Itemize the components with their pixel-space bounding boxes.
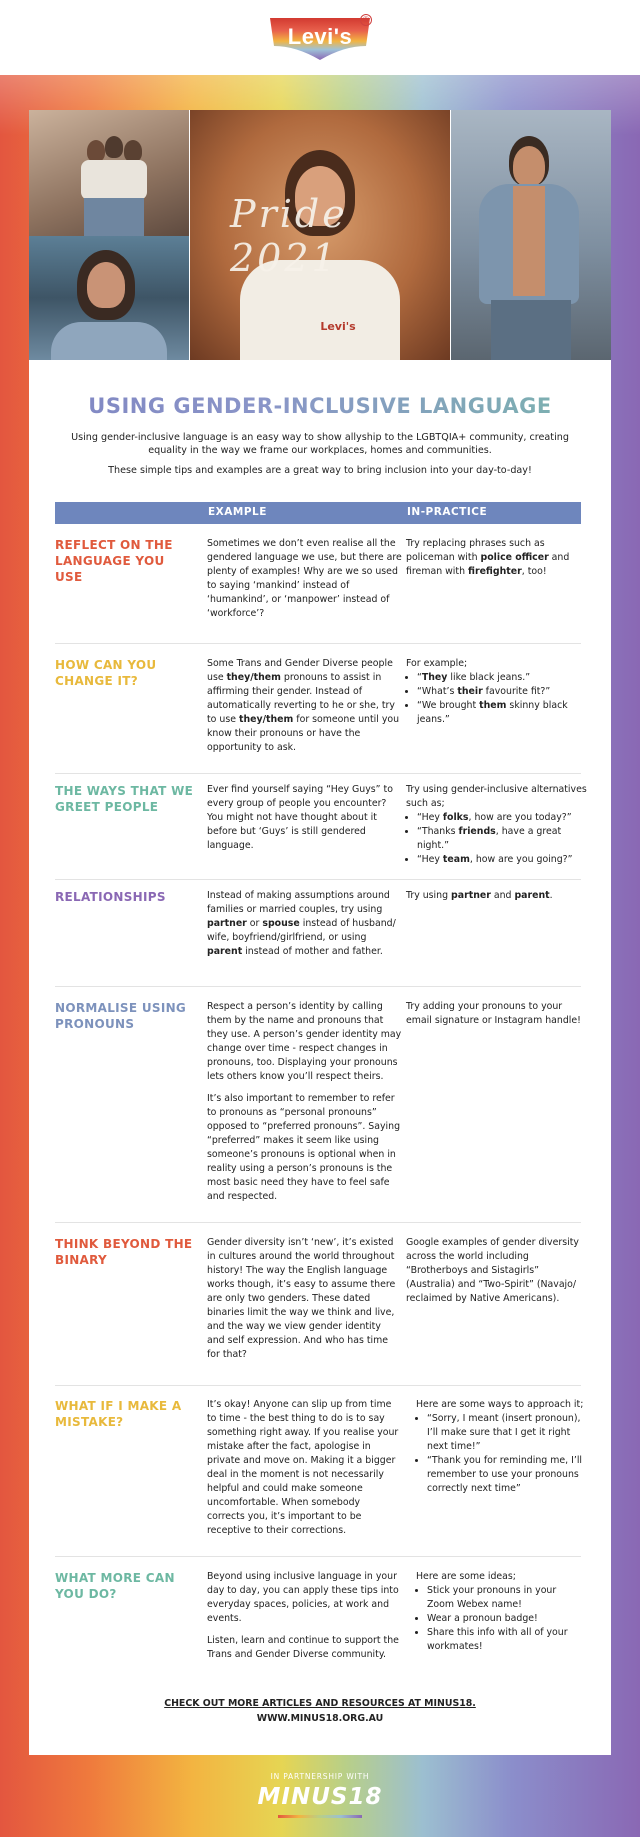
row-practice <box>416 1570 586 1654</box>
text-fragment: . <box>549 890 553 901</box>
text-fragment: Instead of making assumptions around families or married couples, try using <box>207 890 390 915</box>
text-fragment: , how are you going?” <box>469 854 573 865</box>
list-item <box>417 853 591 867</box>
text-fragment: “Hey <box>417 854 443 865</box>
photo-portrait-denim <box>29 236 189 360</box>
minus18-logo[interactable]: MINUS18 <box>257 1784 383 1810</box>
row-practice: Try adding your pronouns to your email signature or Instagram handle! <box>406 1001 581 1026</box>
text-fragment: instead of husband/ wife, boyfriend/girlfriend, or using <box>207 918 396 943</box>
list-item: • Wear a pronoun badge! <box>427 1612 586 1626</box>
text-fragment: partner <box>207 918 247 929</box>
text-fragment: , too! <box>521 566 547 577</box>
column-header-in-practice: IN-PRACTICE <box>407 506 488 518</box>
hero-photo-collage <box>29 110 611 360</box>
text-fragment: Here are some ideas; <box>416 1571 516 1582</box>
text-fragment: partner <box>451 890 491 901</box>
row-divider <box>55 1385 581 1386</box>
row-practice <box>406 783 591 867</box>
text-fragment: , how are you today?” <box>468 812 572 823</box>
table-header <box>55 502 581 524</box>
table-row <box>55 1236 581 1376</box>
row-divider <box>55 643 581 644</box>
list-item <box>417 825 591 853</box>
row-example <box>207 889 402 959</box>
text-fragment: They <box>421 672 448 683</box>
list-item: • Stick your pronouns in your Zoom Webex name! <box>427 1584 586 1612</box>
shirt-logo: Levi's <box>320 320 356 333</box>
row-example <box>207 1000 405 1212</box>
table-row <box>55 657 581 769</box>
text-fragment: Some Trans and Gender Diverse people use <box>207 658 393 683</box>
text-fragment: police officer <box>480 552 549 563</box>
text-fragment: “Hey <box>417 812 443 823</box>
text-fragment: parent <box>207 946 243 957</box>
text-fragment: “What’s <box>417 686 458 697</box>
row-example: Ever find yourself saying “Hey Guys” to every group of people you encounter? You might not have thought about it before but ‘Guys’ is still gendered language. <box>207 784 393 851</box>
text-fragment: and <box>490 890 515 901</box>
text-fragment: For example; <box>406 658 468 669</box>
text-fragment: “Thanks <box>417 826 459 837</box>
text-fragment: they/them <box>238 714 294 725</box>
row-heading: NORMALISE USING PRONOUNS <box>55 1001 187 1031</box>
table-row <box>55 1570 581 1670</box>
text-fragment: skinny black jeans.” <box>417 700 568 725</box>
text-fragment: Here are some ways to approach it; <box>416 1399 584 1410</box>
text-fragment: parent <box>514 890 550 901</box>
row-heading: REFLECT ON THE LANGUAGE YOU USE <box>55 538 173 584</box>
registered-mark: ® <box>360 14 372 26</box>
photo-group-portrait <box>29 110 189 236</box>
text-fragment: Try using <box>406 890 452 901</box>
text-fragment: Beyond using inclusive language in your day to day, you can apply these tips into everyday spaces, policies, at work and events. <box>207 1571 399 1624</box>
row-heading: RELATIONSHIPS <box>55 890 166 904</box>
text-fragment: firefighter <box>468 566 522 577</box>
table-row <box>55 889 581 979</box>
text-fragment: Listen, learn and continue to support the Trans and Gender Diverse community. <box>207 1635 399 1660</box>
table-row <box>55 537 581 637</box>
text-fragment: instead of mother and father. <box>242 946 383 957</box>
minus18-url-link[interactable]: WWW.MINUS18.ORG.AU <box>256 1713 384 1724</box>
levis-logo[interactable] <box>266 16 374 62</box>
minus18-rainbow-bar <box>278 1815 362 1818</box>
text-fragment: spouse <box>262 918 300 929</box>
row-example: It’s okay! Anyone can slip up from time to time - the best thing to do is to say something right away. If you realise your mistake after the fact, apologise in private and move on. Making it a bigger deal in the moment is not necessarily helpful and could make someone uncomfortable. When somebody corrects you, it’s important to be receptive to their corrections. <box>207 1399 399 1536</box>
photo-pride-2021 <box>190 110 450 360</box>
pride-2021-text: Pride 2021 <box>230 192 348 280</box>
text-fragment: their <box>457 686 483 697</box>
text-fragment: and fireman with <box>406 552 570 577</box>
row-practice: Google examples of gender diversity across the world including “Brotherboys and Sistagirls” (Australia) and “Two-Spirit” (Navajo/ reclaimed by Native Americans). <box>406 1237 579 1304</box>
table-row <box>55 1000 581 1210</box>
row-heading: WHAT IF I MAKE A MISTAKE? <box>55 1399 182 1429</box>
text-fragment: or <box>246 918 263 929</box>
list-item: • “Thank you for reminding me, I’ll remember to use your pronouns correctly next time” <box>427 1454 586 1496</box>
row-divider <box>55 1556 581 1557</box>
row-divider <box>55 773 581 774</box>
text-fragment: for someone until you know their pronouns or have the opportunity to ask. <box>207 714 400 753</box>
text-fragment: Try replacing phrases such as policeman with <box>406 538 545 563</box>
resources-link[interactable]: CHECK OUT MORE ARTICLES AND RESOURCES AT MINUS18. <box>164 1698 476 1709</box>
list-item <box>417 699 586 727</box>
logo-wordmark: Levi's <box>287 24 353 49</box>
intro-subtext: These simple tips and examples are a great way to bring inclusion into your day-to-day! <box>108 465 532 476</box>
text-fragment: folks <box>442 812 469 823</box>
text-fragment: Respect a person’s identity by calling them by the name and pronouns that they use. A person’s gender identity may change over time - respect changes in pronouns, too. Displaying your pronouns lets others know you’ll respect theirs. <box>207 1001 402 1082</box>
text-fragment: them <box>479 700 507 711</box>
text-fragment: favourite fit?” <box>482 686 551 697</box>
row-heading: HOW CAN YOU CHANGE IT? <box>55 658 157 688</box>
list-item <box>417 671 586 685</box>
row-divider <box>55 879 581 880</box>
row-practice <box>406 537 586 579</box>
text-fragment: they/them <box>226 672 281 683</box>
partnership-label: IN PARTNERSHIP WITH <box>270 1772 370 1781</box>
list-item <box>417 811 591 825</box>
row-example: Gender diversity isn’t ‘new’, it’s existed in cultures around the world throughout history! The way the English language works though, it’s easy to assume there are only two genders. These dated binaries limit the way we think and live, and the way we view gender identity and self expression. And who has time for that? <box>207 1237 396 1360</box>
photo-denim-vest <box>451 110 611 360</box>
list-item: • “Sorry, I meant (insert pronoun), I’ll make sure that I get it right next time!” <box>427 1412 586 1454</box>
text-fragment: friends <box>458 826 496 837</box>
row-example <box>207 1570 399 1670</box>
row-practice <box>416 1398 586 1496</box>
text-fragment: “ <box>417 672 422 683</box>
intro-text: Using gender-inclusive language is an easy way to show allyship to the LGBTQIA+ community, creating equality in the way we frame our workplaces, homes and communities. <box>71 432 569 456</box>
row-heading: WHAT MORE CAN YOU DO? <box>55 1571 175 1601</box>
row-practice <box>406 657 586 727</box>
page-title: USING GENDER-INCLUSIVE LANGUAGE <box>29 394 611 418</box>
row-heading: THINK BEYOND THE BINARY <box>55 1237 193 1267</box>
column-header-example: EXAMPLE <box>208 506 267 518</box>
text-fragment: like black jeans.” <box>447 672 531 683</box>
table-row <box>55 783 587 869</box>
row-example <box>207 657 402 755</box>
row-divider <box>55 1222 581 1223</box>
text-fragment: pronouns to assist in affirming their gender. Instead of automatically reverting to he or she, try to use <box>207 672 395 725</box>
row-example: Sometimes we don’t even realise all the gendered language we use, but there are plenty of examples! Why are we so used to saying ‘mankind’ instead of ‘humankind’, or ‘manpower’ instead of ‘workforce’? <box>207 538 402 619</box>
text-fragment: It’s also important to remember to refer to pronouns as “personal pronouns” opposed to “preferred pronouns”. Saying “preferred” makes it seem like using someone’s pronouns is optional when in reality using a person’s pronouns is the most basic need they have to feel safe and respected. <box>207 1093 401 1202</box>
text-fragment: team <box>442 854 470 865</box>
list-item: • Share this info with all of your workmates! <box>427 1626 586 1654</box>
row-heading: THE WAYS THAT WE GREET PEOPLE <box>55 784 194 814</box>
header-bar <box>0 0 640 75</box>
table-row <box>55 1398 584 1543</box>
row-practice <box>406 889 586 903</box>
text-fragment: , have a great night.” <box>417 826 562 851</box>
list-item <box>417 685 586 699</box>
text-fragment: Try using gender-inclusive alternatives such as; <box>406 784 587 809</box>
row-divider <box>55 986 581 987</box>
text-fragment: “We brought <box>417 700 480 711</box>
